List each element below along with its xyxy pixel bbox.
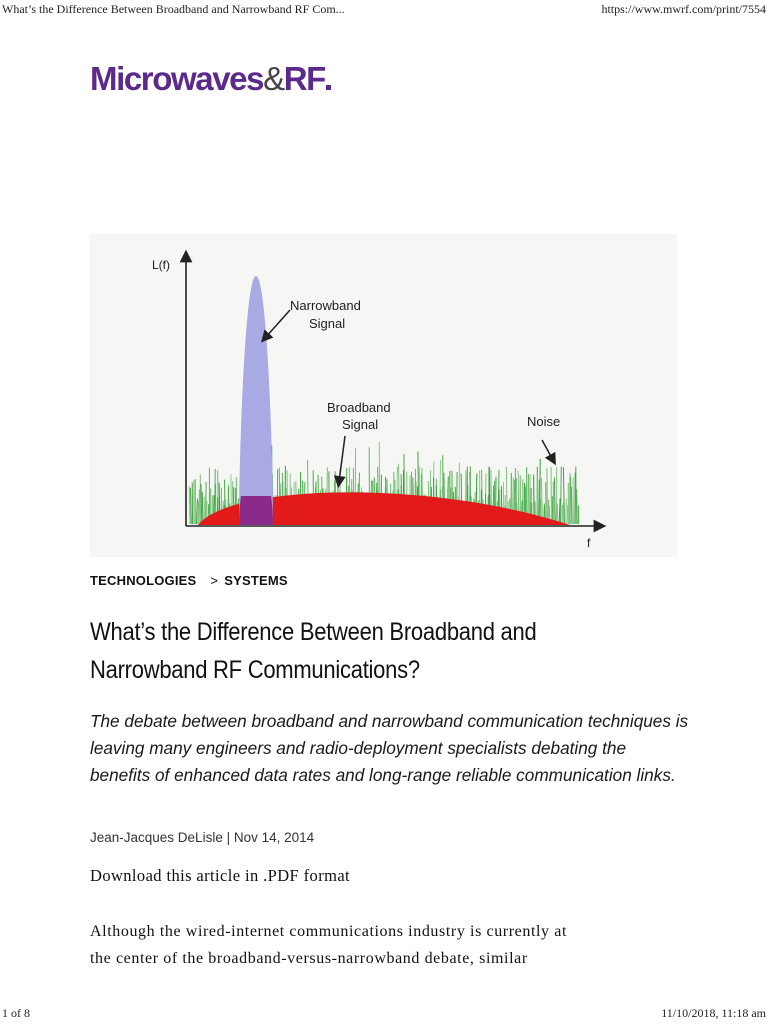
print-footer-timestamp: 11/10/2018, 11:18 am [661,1006,766,1020]
narrowband-annotation-line1: Narrowband [290,298,361,313]
print-header-url: https://www.mwrf.com/print/7554 [601,2,766,16]
article-byline [90,830,314,845]
spectrum-diagram-svg [90,234,677,557]
publish-date: Nov 14, 2014 [233,830,315,845]
byline-separator: | [226,830,231,845]
body-paragraph-line1: Although the wired-internet communications industry is currently at [90,923,567,940]
broadband-annotation-line2: Signal [342,417,379,432]
site-logo[interactable] [90,60,331,98]
article-title [90,613,618,689]
article-title-line1: What’s the Difference Between Broadband and [90,618,537,646]
breadcrumb-systems[interactable]: SYSTEMS [224,573,288,588]
print-header-title: What’s the Difference Between Broadband and Narrowband RF Com... [2,2,345,16]
broadband-annotation-line1: Broadband [327,400,391,415]
breadcrumb-technologies[interactable]: TECHNOLOGIES [90,573,197,588]
author-name[interactable]: Jean-Jacques DeLisle [90,830,223,845]
x-axis-label: f [587,536,591,550]
breadcrumb [90,573,288,588]
print-footer-page: 1 of 8 [2,1006,30,1020]
noise-pointer-arrow [542,440,553,460]
broadband-pointer-arrow [339,436,345,482]
logo-ampersand: & [263,60,284,97]
body-paragraph-line2: the center of the broadband-versus-narrowband debate, similar [90,950,528,967]
logo-text-microwaves: Microwaves [90,60,264,97]
signal-overlap-region [239,496,273,525]
article-dek: The debate between broadband and narrowband communication techniques is leaving many engineers and radio-deployment specialists debating the benefits of enhanced data rates and long-range reliable communication links. [90,711,689,785]
noise-annotation: Noise [527,414,561,429]
download-pdf-link[interactable]: Download this article in .PDF format [90,866,351,885]
logo-dot [326,85,331,90]
narrowband-annotation-line2: Signal [309,316,346,331]
article-body [90,918,690,972]
logo-text-rf: RF [283,60,325,97]
narrowband-signal-shape [239,276,273,525]
narrowband-pointer-arrow [265,310,290,338]
breadcrumb-separator: > [210,573,219,588]
y-axis-label: L(f) [152,258,170,272]
article-title-line2: Narrowband RF Communications? [90,656,420,684]
article-figure-spectrum-diagram [90,234,677,557]
